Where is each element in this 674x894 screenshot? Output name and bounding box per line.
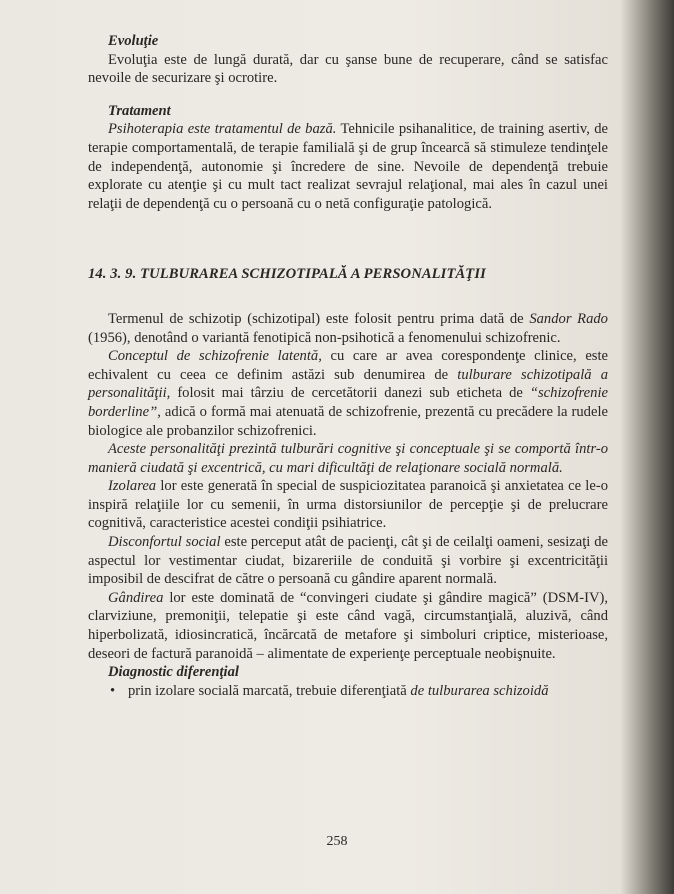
bullet-text: prin izolare socială marcată, trebuie diferenţiată (128, 682, 411, 699)
paragraph-concept (88, 347, 608, 440)
tratament-text: Tehnicile psihanalitice, de training asertiv, de terapie comportamentală, de terapie familială şi de grup încearcă să stimuleze tendinţele de independenţă, autonomie şi încredere de sine. Nevoile de dependenţă trebuie explorate cu atenţie şi cu mult tact realizat sevrajul relaţional, mai ales în cazul unei relaţii de dependenţă cu o persoană cu o netă configuraţie patologică. (88, 121, 608, 212)
p1-text-b: (1956), denotând o variantă fenotipică non-psihotică a fenomenului schizofrenic. (88, 329, 561, 346)
paragraph-tratament (88, 120, 608, 213)
paragraph-schizotip (88, 310, 608, 347)
p4-text: lor este generată în special de suspiciozitatea paranoică şi anxietatea ce le-o inspiră relaţiile lor cu semenii, în urma distorsiunilor de percepţie şi de prelucrare cognitivă, caracteristice acestei condiţii psihiatrice. (88, 478, 608, 532)
heading-tratament: Tratament (108, 102, 171, 119)
heading-diagnostic: Diagnostic diferenţial (108, 664, 239, 681)
p1-text-a: Termenul de schizotip (schizotipal) este folosit pentru prima dată de (108, 310, 530, 327)
bullet-content (128, 682, 549, 701)
page-content (88, 32, 608, 700)
section-title: 14. 3. 9. TULBURAREA SCHIZOTIPALĂ A PERSONALITĂŢII (88, 266, 486, 283)
p2-term: tulburare schizotipală a personalităţii, (88, 366, 609, 402)
p5-text: este perceput atât de pacienţi, cât şi de ceilalţi oameni, sesizaţi de aspectul lor vestimentar ciudat, bizareriile de conduită şi vorbire şi excentricităţii imposibil de descifrat de către o persoană cu gândire aparent normală. (88, 534, 608, 588)
paragraph-disconfort (88, 533, 608, 589)
p6-lead: Gândirea (108, 589, 164, 606)
bullet-dot-icon: • (110, 682, 116, 699)
p4-lead: Izolarea (108, 478, 157, 495)
p2-lead: Conceptul de schizofrenie latentă, (108, 348, 322, 365)
bullet-item (88, 682, 608, 701)
p2-quote: “schizofrenie borderline” (88, 385, 608, 420)
paragraph-izolarea (88, 477, 608, 533)
p2-text-c: , adică o formă mai atenuată de schizofrenie, prezentă cu precădere la rudele biologice ale probanzilor schizofrenici. (88, 403, 608, 439)
heading-evolutie: Evoluţie (108, 33, 159, 49)
p6-text: lor este dominată de “convingeri ciudate şi gândire magică” (DSM-IV), clarviziune, premoniţii, telepatie şi este când vagă, circumstanţială, aluzivă, când hiperbolizată, idiosincratică, încărcată de metafore şi simboluri criptice, misterioase, deseori de factură paranoidă – alimentate de experienţe perceptuale neobişnuite. (88, 589, 608, 662)
page-number: 258 (326, 834, 348, 849)
paragraph-personalitati (88, 440, 608, 477)
tratament-lead: Psihoterapia este tratamentul de bază. (108, 121, 337, 138)
p2-text-a: cu care ar avea corespondenţe clinice, este echivalent cu ceea ce definim astăzi sub denumirea de (88, 348, 609, 383)
p2-text-b: folosit mai târziu de cercetătorii danezi sub eticheta de (170, 385, 530, 402)
p5-lead: Disconfortul social (108, 534, 221, 551)
bullet-italic: de tulburarea schizoidă (410, 682, 549, 699)
paragraph-evolutie: Evoluţia este de lungă durată, dar cu şanse bune de recuperare, când se satisfac nevoile de securizare şi ocrotire. (88, 51, 608, 87)
p1-author: Sandor Rado (529, 310, 608, 327)
p3-text: Aceste personalităţi prezintă tulburări cognitive şi conceptuale şi se comportă într-o manieră ciudată şi excentrică, cu mari dificultăţi de relaţionare socială normală. (88, 441, 608, 476)
paragraph-gandirea (88, 589, 608, 663)
